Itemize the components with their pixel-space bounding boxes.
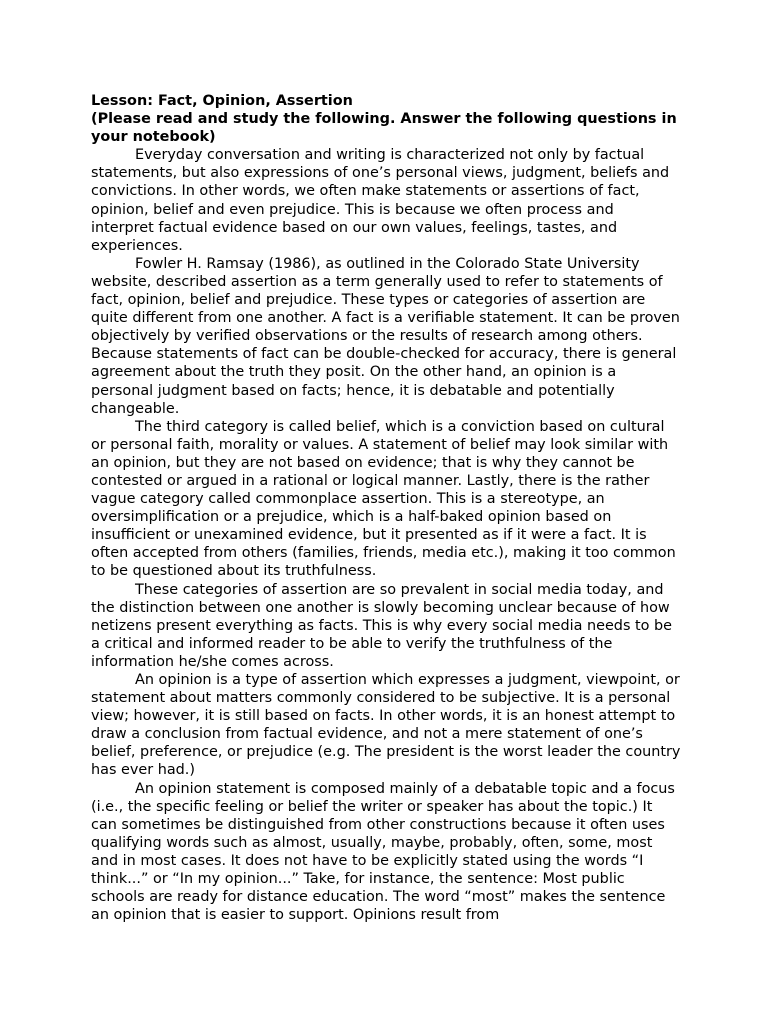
paragraph-opinion-statement: An opinion statement is composed mainly of a debatable topic and a focus (i.e., the specific feeling or belief the writer or speaker has about the topic.) It can sometimes be distinguished from other constructions because it often uses qualifying words such as almost, usually, maybe, probably, often, some, most and in most cases. It does not have to be explicitly stated using the words “I think...” or “In my opinion...” Take, for instance, the sentence: Most public schools are ready for distance education. The word “most” makes the sentence an opinion that is easier to support. Opinions result from — [91, 780, 675, 924]
paragraph-intro: Everyday conversation and writing is characterized not only by factual statements, but also expressions of one’s personal views, judgment, beliefs and convictions. In other words, we often make statements or assertions of fact, opinion, belief and even prejudice. This is because we often process and interpret factual evidence based on our own values, feelings, tastes, and experiences. — [91, 147, 670, 254]
lesson-instructions: (Please read and study the following. Answer the following questions in your notebook) — [91, 111, 677, 146]
document-body — [91, 92, 681, 924]
paragraph-belief-commonplace: The third category is called belief, which is a conviction based on cultural or personal faith, morality or values. A statement of belief may look similar with an opinion, but they are not based on evidence; that is why they cannot be contested or argued in a rational or logical manner. Lastly, there is the rather vague category called commonplace assertion. This is a stereotype, an oversimplification or a prejudice, which is a half-baked opinion based on insufficient or unexamined evidence, but it presented as if it were a fact. It is often accepted from others (families, friends, media etc.), making it too common to be questioned about its truthfulness. — [91, 418, 676, 580]
paragraph-opinion-definition: An opinion is a type of assertion which expresses a judgment, viewpoint, or statement about matters commonly considered to be subjective. It is a personal view; however, it is still based on facts. In other words, it is an honest attempt to draw a conclusion from factual evidence, and not a mere statement of one’s belief, preference, or prejudice (e.g. The president is the worst leader the country has ever had.) — [91, 672, 681, 779]
lesson-title: Lesson: Fact, Opinion, Assertion — [91, 93, 353, 109]
paragraph-ramsay-assertion: Fowler H. Ramsay (1986), as outlined in the Colorado State University website, described assertion as a term generally used to refer to statements of fact, opinion, belief and prejudice. These types or categories of assertion are quite different from one another. A fact is a verifiable statement. It can be proven objectively by verified observations or the results of research among others. Because statements of fact can be double-checked for accuracy, there is general agreement about the truth they posit. On the other hand, an opinion is a personal judgment based on facts; hence, it is debatable and potentially changeable. — [91, 255, 680, 417]
paragraph-social-media: These categories of assertion are so prevalent in social media today, and the distinction between one another is slowly becoming unclear because of how netizens present everything as facts. This is why every social media needs to be a critical and informed reader to be able to verify the truthfulness of the information he/she comes across. — [91, 581, 673, 670]
